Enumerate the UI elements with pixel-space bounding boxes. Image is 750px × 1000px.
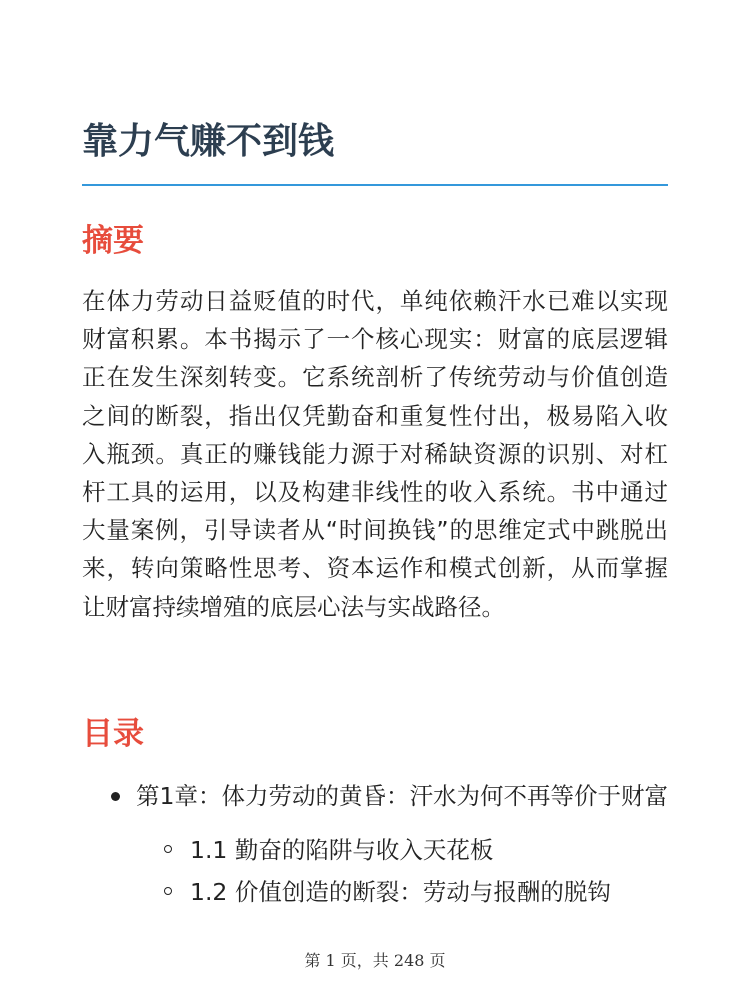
toc-section-1-1[interactable]: [82, 832, 668, 874]
document-title: 靠力气赚不到钱: [82, 121, 335, 162]
page-number-footer: 第 1 页，共 248 页: [304, 951, 446, 970]
toc-section-1-2[interactable]: [82, 874, 668, 916]
bullet-disc-icon: [111, 792, 120, 801]
toc-section-title: 1.2 价值创造的断裂：劳动与报酬的脱钩: [190, 878, 611, 906]
document-page: [82, 0, 668, 1000]
toc-section-list: [136, 832, 668, 916]
toc-section-title: 1.1 勤奋的陷阱与收入天花板: [190, 836, 494, 864]
toc-heading: 目录: [82, 716, 144, 752]
toc-chapter-title: 第1章：体力劳动的黄昏：汗水为何不再等价于财富: [136, 782, 668, 810]
title-divider: [82, 184, 668, 186]
bullet-circle-icon: [164, 845, 172, 853]
abstract-heading: 摘要: [82, 223, 144, 259]
bullet-circle-icon: [164, 887, 172, 895]
abstract-paragraph: 在体力劳动日益贬值的时代，单纯依赖汗水已难以实现财富积累。本书揭示了一个核心现实：财富的底层逻辑正在发生深刻转变。它系统剖析了传统劳动与价值创造之间的断裂，指出仅凭勤奋和重复性付出，极易陷入收入瓶颈。真正的赚钱能力源于对稀缺资源的识别、对杠杆工具的运用，以及构建非线性的收入系统。书中通过大量案例，引导读者从“时间换钱”的思维定式中跳脱出来，转向策略性思考、资本运作和模式创新，从而掌握让财富持续增殖的底层心法与实战路径。: [82, 287, 668, 621]
table-of-contents: [82, 778, 668, 916]
toc-chapter-1[interactable]: [82, 778, 668, 916]
